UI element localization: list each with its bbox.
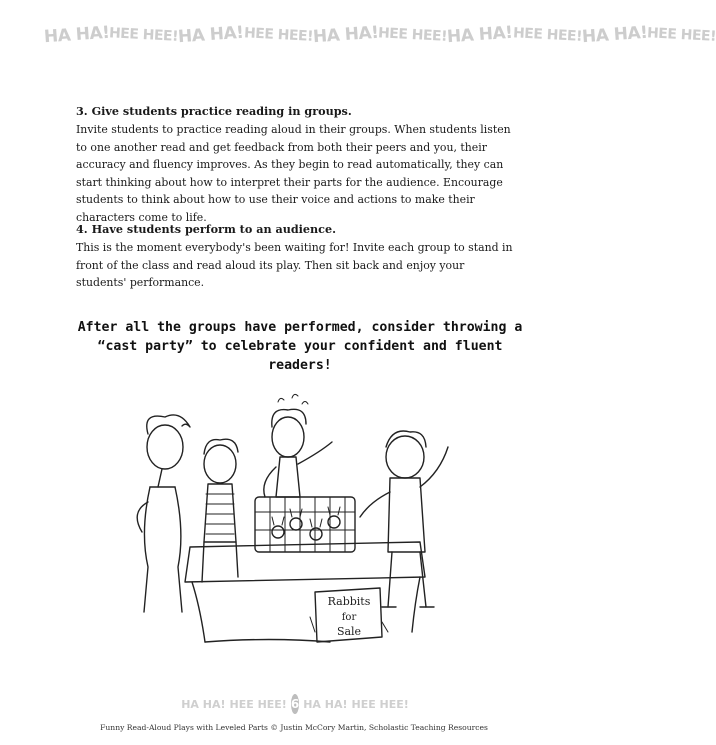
footer-word: HEE HEE!	[229, 697, 287, 711]
footer-credit: Funny Read-Aloud Plays with Leveled Parts © Justin McCory Martin, Scholastic Teaching Resources	[100, 723, 488, 732]
header-word: HA HA!	[177, 22, 245, 48]
sign-text: Rabbits	[327, 595, 371, 608]
header-word: HA HA!	[446, 22, 514, 48]
section-heading: 3. Give students practice reading in groups.	[76, 104, 352, 118]
header-word: HEE HEE!	[377, 25, 448, 45]
header-word: HA HA!	[312, 22, 379, 48]
table-top	[185, 542, 425, 582]
footer-word: HA HA!	[181, 697, 226, 711]
header-word: HA HA!	[43, 22, 111, 48]
callout-line: After all the groups have performed, consider throwing a	[77, 320, 523, 335]
section-body: Invite students to practice reading aloud in their groups. When students listen to one another read and get feedback from both their peers and you, their accuracy and fluency improves. As they begin to read automatically, they can start thinking about how to interpret their parts for the audience. Encourage students to think about how to use their voice and actions to make their characters come to life.	[76, 123, 511, 224]
section-perform-audience	[76, 222, 516, 292]
section-heading: 4. Have students perform to an audience.	[76, 222, 337, 236]
header-word: HEE HEE!	[109, 25, 179, 45]
header-word: HA HA!	[581, 22, 648, 48]
header-word: HEE HEE!	[646, 25, 716, 45]
sign-text: for	[341, 612, 357, 623]
section-practice-reading	[76, 104, 516, 227]
section-body: This is the moment everybody's been waiting for! Invite each group to stand in front of the class and read aloud its play. Then sit back and enjoy your students' performance.	[76, 241, 513, 290]
header-word: HEE HEE!	[512, 25, 582, 45]
footer-word: HA HA!	[303, 697, 348, 711]
page-number: 6	[291, 694, 299, 714]
footer-word: HEE HEE!	[351, 697, 409, 711]
header-laugh-band	[43, 18, 716, 52]
footer-laugh-band	[181, 693, 409, 715]
callout-line: “cast party” to celebrate your confident and fluent readers!	[97, 339, 503, 373]
students-cartoon-illustration	[120, 392, 470, 667]
header-word: HEE HEE!	[243, 25, 314, 45]
sign-text: Sale	[336, 625, 362, 638]
cast-party-callout	[70, 318, 530, 375]
